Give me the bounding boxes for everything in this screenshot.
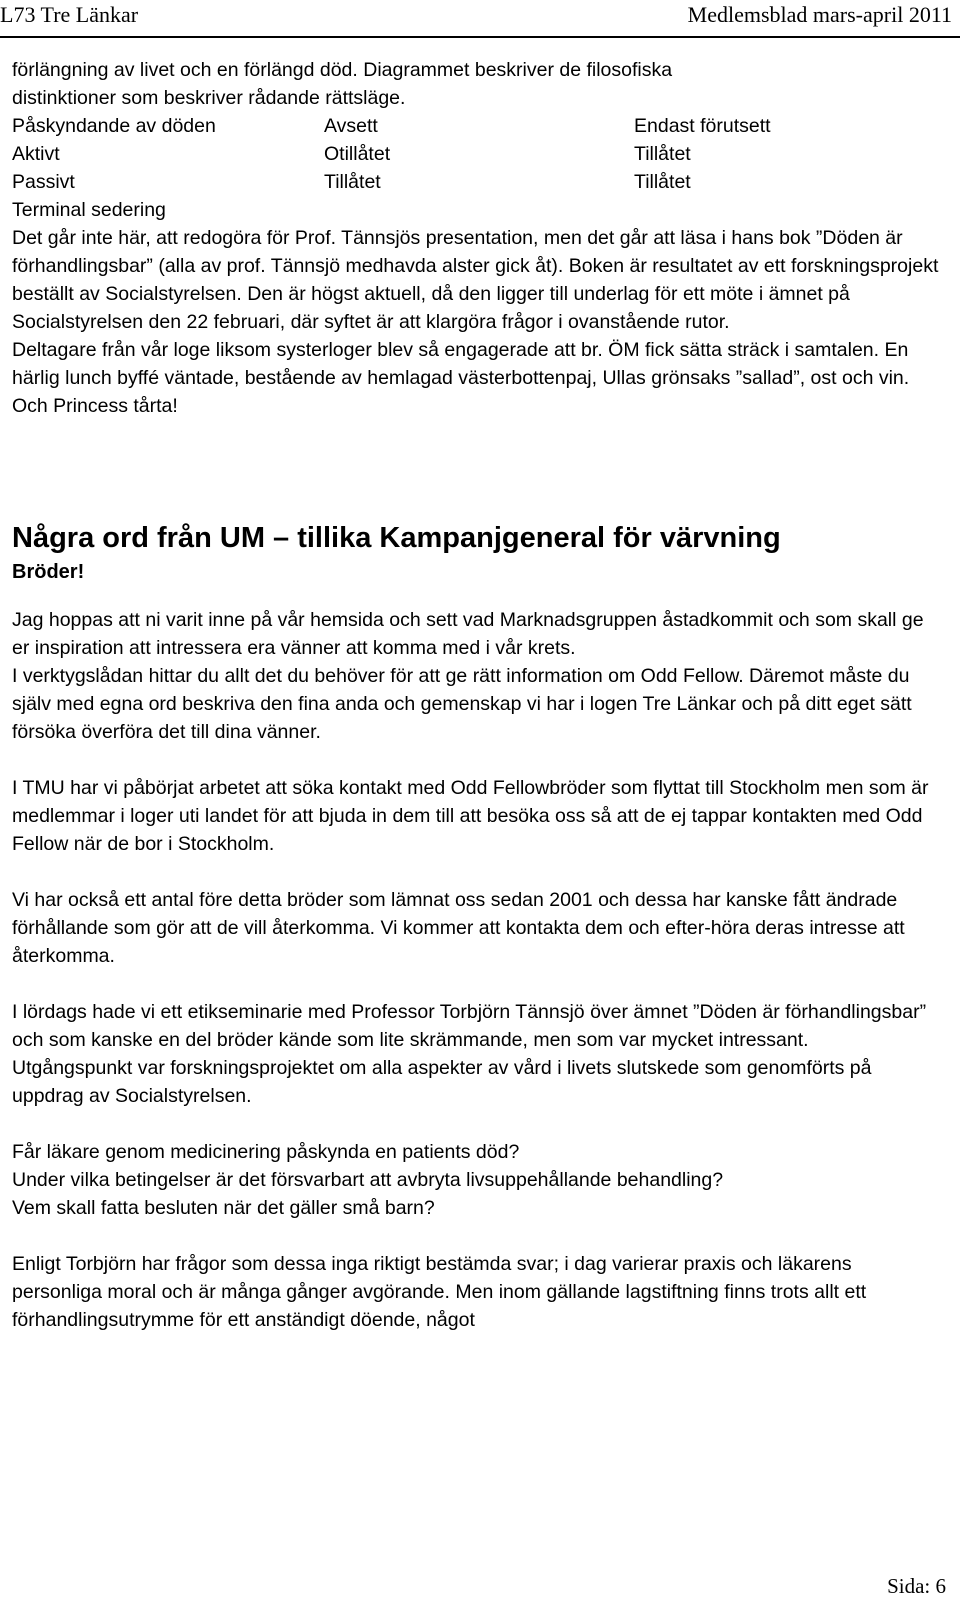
table-cell: Passivt	[12, 171, 75, 193]
paragraph: Vi har också ett antal före detta bröder som lämnat oss sedan 2001 och dessa har kanske fått ändrade förhållande som gör att de vill återkomma. Vi kommer att kontakta dem och efter-höra deras intresse att återkomma.	[12, 889, 905, 967]
paragraph: I verktygslådan hittar du allt det du behöver för att ge rätt information om Odd Fellow. Däremot måste du själv med egna ord beskriva den fina anda och gemenskap vi har i logen Tre Länkar och på ditt eget sätt försöka överföra det till dina vänner.	[12, 665, 912, 743]
paragraph-tannsjo-book: Det går inte här, att redogöra för Prof. Tännsjös presentation, men det går att läsa i hans bok ”Döden är förhandlingsbar” (alla av prof. Tännsjö medhavda alster gick åt). Boken är resultatet av ett forskningsprojekt beställt av Socialstyrelsen. Den är högst aktuell, då den ligger till underlag för ett möte i ämnet på Socialstyrelsen den 22 februari, där syftet är att klargöra frågor i ovanstående rutor.	[12, 227, 939, 333]
greeting: Bröder!	[12, 561, 85, 583]
table-cell: Tillåtet	[324, 171, 381, 193]
table-header-cell: Påskyndande av döden	[12, 115, 216, 137]
table-cell: Otillåtet	[324, 143, 391, 165]
table-header-cell: Endast förutsett	[634, 115, 771, 137]
intro-line-1: förlängning av livet och en förlängd död. Diagrammet beskriver de filosofiska	[12, 59, 673, 81]
paragraph: I TMU har vi påbörjat arbetet att söka kontakt med Odd Fellowbröder som flyttat till Stockholm men som är medlemmar i loger uti landet för att bjuda in dem till att besöka oss så att de ej tappar kontakten med Odd Fellow när de bor i Stockholm.	[12, 777, 929, 855]
distinction-table	[12, 112, 771, 196]
paragraph: Utgångspunkt var forskningsprojektet om alla aspekter av vård i livets slutskede som genomförts på uppdrag av Socialstyrelsen.	[12, 1057, 872, 1107]
table-extra-row: Terminal sedering	[12, 199, 166, 221]
paragraph-lunch: Deltagare från vår loge liksom systerloger blev så engagerade att br. ÖM fick sätta sträck i samtalen. En härlig lunch byffé väntade, bestående av hemlagad västerbottenpaj, Ullas grönsaks ”sallad”, ost och vin. Och Princess tårta!	[12, 339, 910, 417]
intro-line-2: distinktioner som beskriver rådande rättsläge.	[12, 87, 406, 109]
question: Under vilka betingelser är det försvarbart att avbryta livsuppehållande behandling?	[12, 1169, 724, 1191]
table-row	[12, 168, 771, 196]
question: Vem skall fatta besluten när det gäller små barn?	[12, 1197, 435, 1219]
page-number: Sida: 6	[887, 1574, 946, 1598]
paragraph: Jag hoppas att ni varit inne på vår hemsida och sett vad Marknadsgruppen åstadkommit och som skall ge er inspiration att intressera era vänner att komma med i vår krets.	[12, 609, 924, 659]
table-row	[12, 140, 771, 168]
paragraph: I lördags hade vi ett etikseminarie med Professor Torbjörn Tännsjö över ämnet ”Döden är förhandlingsbar” och som kanske en del bröder kände som lite skrämmande, men som var mycket intressant.	[12, 1001, 927, 1051]
question: Får läkare genom medicinering påskynda en patients död?	[12, 1141, 520, 1163]
article-body	[12, 56, 942, 1334]
table-header-row	[12, 112, 771, 140]
page-header	[0, 0, 960, 38]
table-header-cell: Avsett	[324, 115, 378, 137]
header-issue-date: Medlemsblad mars-april 2011	[687, 2, 952, 27]
table-cell: Aktivt	[12, 143, 60, 165]
table-cell: Tillåtet	[634, 143, 691, 165]
paragraph: Enligt Torbjörn har frågor som dessa inga riktigt bestämda svar; i dag varierar praxis och läkarens personliga moral och är många gånger avgörande. Men inom gällande lagstiftning finns trots allt ett förhandlingsutrymme för ett anständigt döende, något	[12, 1253, 867, 1331]
table-cell: Tillåtet	[634, 171, 691, 193]
header-publication-title: L73 Tre Länkar	[0, 2, 139, 27]
section-heading: Några ord från UM – tillika Kampanjgeneral för värvning	[12, 522, 781, 554]
